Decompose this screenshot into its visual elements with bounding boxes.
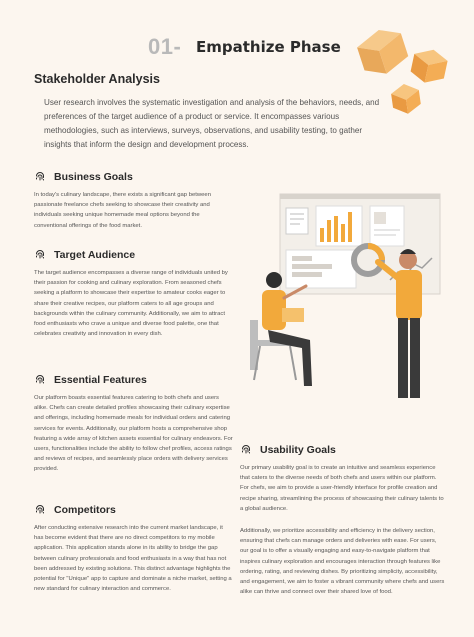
competitors-body: After conducting extensive research into the current market landscape, it has become evident that there are no direct competitors to my mobile application. This application stands alone in its ability to bridge the gap between culinary professionals and food enthusiasts in a way that has not been addressed by existing solutions. This distinct advantage highlights the potential for "Unique" app to capture and dominate a niche market, setting a new standard for culinary interaction and commerce. bbox=[34, 525, 232, 593]
competitors-heading bbox=[34, 504, 116, 516]
usability-goals-title: Usability Goals bbox=[260, 444, 336, 456]
target-audience-heading bbox=[34, 249, 135, 261]
phase-title: Empathize Phase bbox=[196, 38, 341, 56]
fingerprint-icon bbox=[34, 249, 46, 261]
people-analyzing-dashboard-illustration bbox=[240, 190, 450, 405]
fingerprint-icon bbox=[34, 504, 46, 516]
usability-goals-body-1: Our primary usability goal is to create an intuitive and seamless experience that caters to the diverse needs of both chefs and users within our platform. For chefs, we aim to provide a user-friendly interface for profile creation and recipe sharing, streamlining the process of showcasing their culinary talents to a global audience. bbox=[240, 465, 444, 512]
stakeholder-title: Stakeholder Analysis bbox=[34, 72, 160, 86]
usability-goals-body-2: Additionally, we prioritize accessibility and efficiency in the delivery section, ensuring that chefs can manage orders and deliveries with ease. For users, our goal is to offer a visually engaging and easy-to-navigate platform that inspires culinary exploration and encourages interaction through features like ordering, rating, and reviewing dishes. By prioritizing simplicity, accessibility, and engagement, we aim to foster a vibrant community where chefs and users alike can thrive and connect over their shared love of food. bbox=[240, 528, 445, 596]
target-audience-title: Target Audience bbox=[54, 249, 136, 261]
target-audience-body: The target audience encompasses a diverse range of individuals united by their passion for cooking and culinary exploration. From seasoned chefs seeking a platform to showcase their expertise to amateur cooks eager to share their creative recipes, our platform caters to all age groups and backgrounds within the culinary community. Additionally, we aim to attract food enthusiasts who crave a unique and diverse food palette, one that celebrates creativity and innovation in every dish. bbox=[34, 270, 228, 338]
stakeholder-body: User research involves the systematic investigation and analysis of the behaviors, needs, and preferences of the target audience of a product or service. It encompasses various methodologies, such as interviews, surveys, observations, and usability testing, to gather insights that inform the design and development process. bbox=[44, 98, 380, 149]
fingerprint-icon bbox=[240, 444, 252, 456]
business-goals-title: Business Goals bbox=[54, 171, 133, 183]
business-goals-body: In today's culinary landscape, there exists a significant gap between passionate freelance chefs seeking to showcase their creativity and individuals seeking unique homemade meal options beyond the conventional offerings of the food market. bbox=[34, 192, 211, 229]
essential-features-heading bbox=[34, 374, 147, 386]
competitors-title: Competitors bbox=[54, 504, 116, 516]
fingerprint-icon bbox=[34, 171, 46, 183]
business-goals-heading bbox=[34, 171, 133, 183]
essential-features-body: Our platform boasts essential features catering to both chefs and users alike. Chefs can create detailed profiles showcasing their culinary expertise and offerings, including homemade meals for individual orders and catering services for events. Additionally, our platform hosts a comprehensive shop featuring a wide array of kitchen assets essential for culinary endeavors. For users, functionalities include the ability to follow chef profiles, access ratings and reviews of recipes, and seamlessly place orders with delivery services provided. bbox=[34, 395, 233, 473]
essential-features-title: Essential Features bbox=[54, 374, 147, 386]
phase-number: 01- bbox=[148, 34, 182, 59]
fingerprint-icon bbox=[34, 374, 46, 386]
usability-goals-heading bbox=[240, 444, 336, 456]
